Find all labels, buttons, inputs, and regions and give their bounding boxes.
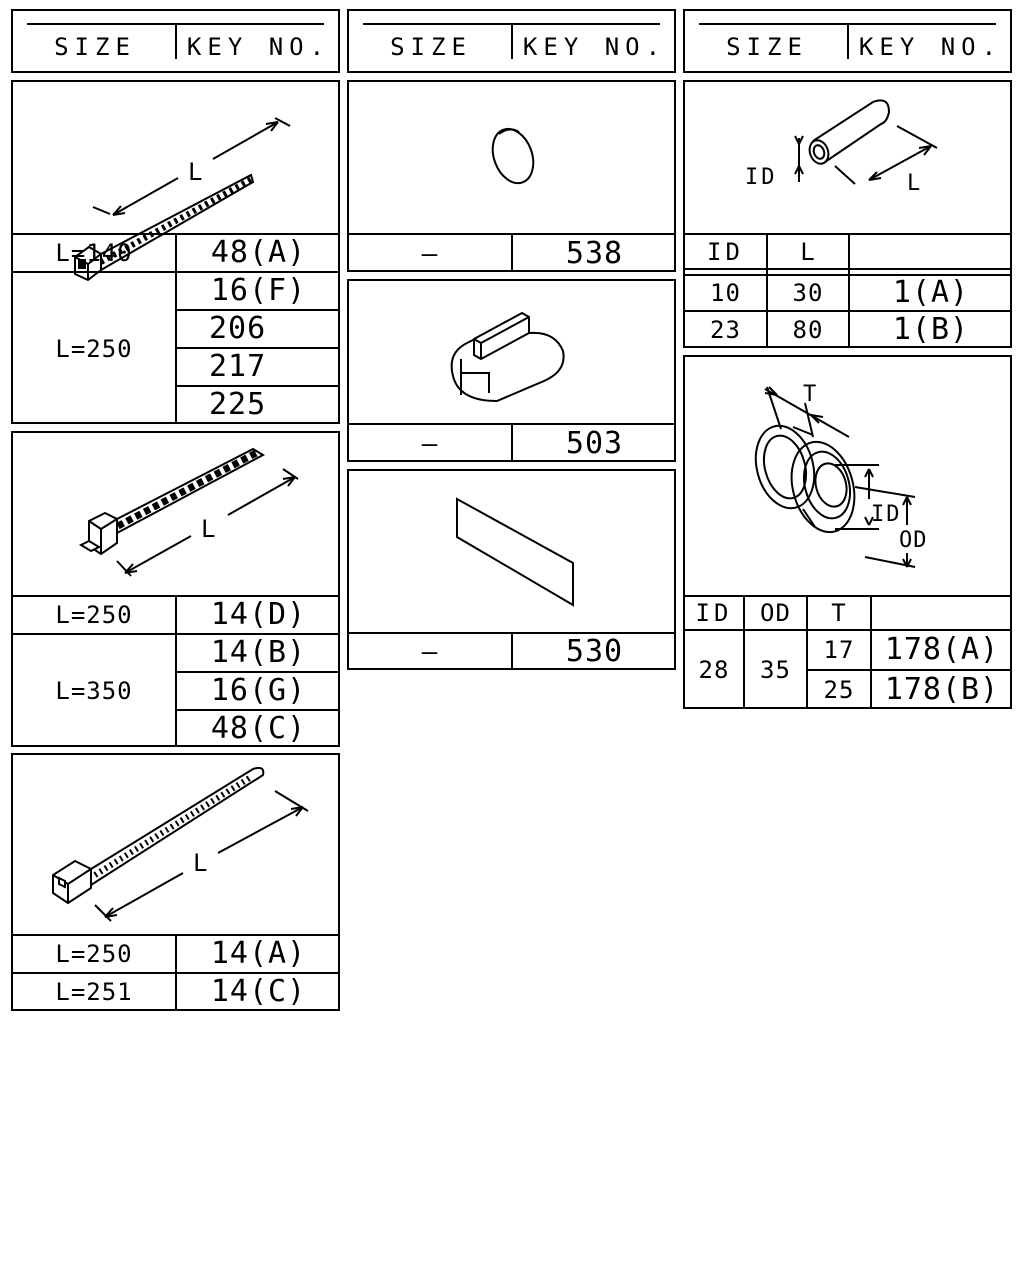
od-cell: 35 <box>760 656 791 684</box>
l-cell: 30 <box>792 279 824 307</box>
t-cell: 17 <box>823 636 855 664</box>
header-col1 <box>11 9 340 73</box>
column-header-key <box>872 597 1012 629</box>
key-cell: 1(A) <box>892 275 970 310</box>
key-cell: 14(D) <box>210 597 307 632</box>
key-cell: 530 <box>565 634 624 669</box>
cable-tie-1-panel <box>11 80 340 424</box>
column-header-id: ID <box>695 599 733 627</box>
key-cell: 225 <box>209 387 267 422</box>
size-cell: — <box>421 428 439 459</box>
cable-tie-3-panel <box>11 753 340 1011</box>
dimension-id-label: ID <box>745 165 778 190</box>
id-cell: 28 <box>698 656 730 684</box>
dimension-l-label: L <box>193 849 208 877</box>
size-cell: L=350 <box>55 677 133 705</box>
header-key-no: KEY NO. <box>522 33 667 61</box>
dimension-id-label: ID <box>871 502 902 527</box>
key-cell: 14(A) <box>210 936 307 971</box>
header-col3 <box>683 9 1012 73</box>
key-cell: 217 <box>209 349 267 384</box>
key-cell: 14(C) <box>210 974 307 1009</box>
key-cell: 14(B) <box>210 635 307 670</box>
dimension-l-label: L <box>201 515 216 543</box>
size-cell: L=250 <box>55 601 133 629</box>
size-cell: — <box>421 637 439 667</box>
tube-panel <box>683 80 1012 348</box>
column-header-id: ID <box>707 237 744 266</box>
key-cell: 178(B) <box>884 672 1000 707</box>
t-cell: 25 <box>823 676 855 704</box>
size-cell: L=251 <box>55 978 133 1006</box>
dimension-l-label: L <box>188 158 203 186</box>
id-cell: 10 <box>710 279 741 307</box>
header-key-no: KEY NO. <box>186 33 331 61</box>
dimension-t-label: T <box>803 382 817 407</box>
key-cell: 1(B) <box>892 312 970 347</box>
column-header-l: L <box>800 237 816 266</box>
header-size: SIZE <box>54 33 136 61</box>
cable-tie-2-panel <box>11 431 340 747</box>
column-header-key <box>850 235 1012 268</box>
id-cell: 23 <box>710 316 741 344</box>
column-header-od: OD <box>760 599 791 627</box>
block-panel <box>347 279 676 462</box>
header-col2 <box>347 9 676 73</box>
key-cell: 48(C) <box>210 711 307 746</box>
key-cell: 16(G) <box>210 673 307 708</box>
l-cell: 80 <box>792 316 824 344</box>
header-key-no: KEY NO. <box>858 33 1003 61</box>
key-cell: 538 <box>565 235 624 271</box>
key-cell: 503 <box>565 425 624 461</box>
grommet-panel <box>683 355 1012 709</box>
pad-panel <box>347 469 676 670</box>
size-cell: L=250 <box>55 334 133 363</box>
column-header-t: T <box>831 599 847 627</box>
dimension-l-label: L <box>907 171 921 196</box>
size-cell: L=140 <box>55 239 133 267</box>
header-size: SIZE <box>390 33 472 61</box>
plug-panel <box>347 80 676 272</box>
key-cell: 178(A) <box>884 632 1000 667</box>
key-cell: 16(F) <box>210 273 307 308</box>
key-cell: 206 <box>209 311 267 346</box>
size-cell: — <box>421 238 439 269</box>
header-size: SIZE <box>726 33 808 61</box>
key-cell: 48(A) <box>210 235 307 270</box>
size-cell: L=250 <box>55 940 133 968</box>
dimension-od-label: OD <box>899 528 928 553</box>
